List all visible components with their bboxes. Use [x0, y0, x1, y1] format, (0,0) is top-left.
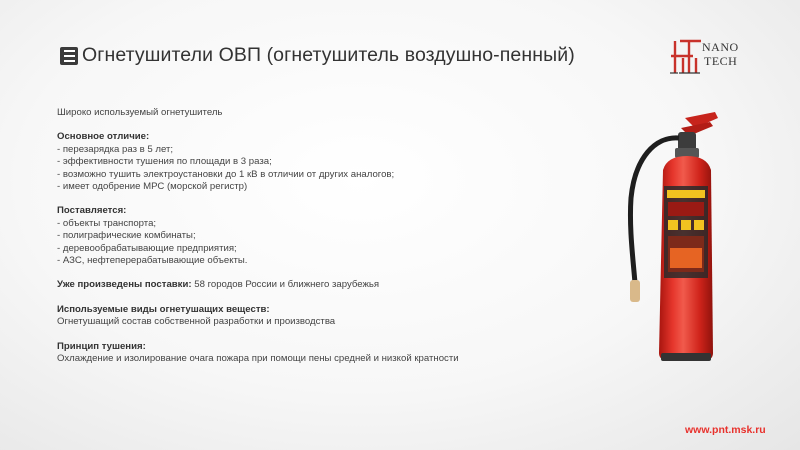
supplied-to-heading: Поставляется:	[57, 205, 127, 217]
deliveries-text: 58 городов России и ближнего зарубежья	[191, 279, 380, 291]
title-row	[60, 44, 575, 67]
list-item: - возможно тушить электроустановки до 1 кВ в отличии от других аналогов;	[57, 168, 395, 180]
principle-text: Охлаждение и изолирование очага пожара при помощи пены средней и низкой кратности	[57, 353, 459, 365]
list-item: - полиграфические комбинаты;	[57, 230, 196, 242]
main-difference-heading: Основное отличие:	[57, 131, 150, 143]
fire-extinguisher-image	[615, 108, 725, 366]
list-item: - объекты транспорта;	[57, 217, 157, 229]
slide-title: Огнетушители ОВП (огнетушитель воздушно-пенный)	[82, 44, 575, 66]
slide-content	[57, 107, 577, 366]
agents-text: Огнетушащий состав собственной разработки и производства	[57, 316, 336, 328]
deliveries-heading: Уже произведены поставки:	[57, 279, 192, 291]
logo-text-tech: TECH	[704, 54, 738, 68]
logo-text-nano: NANO	[702, 40, 739, 54]
list-item: - имеет одобрение МРС (морской регистр)	[57, 181, 248, 193]
intro-text: Широко используемый огнетушитель	[57, 107, 223, 118]
logo-mark-icon	[671, 41, 701, 73]
principle-heading: Принцип тушения:	[57, 340, 146, 352]
list-item: - перезарядка раз в 5 лет;	[57, 143, 174, 155]
list-item: - деревообрабатывающие предприятия;	[57, 242, 237, 254]
agents-heading: Используемые виды огнетушащих веществ:	[57, 303, 270, 315]
deliveries-line	[57, 279, 577, 291]
list-item: - АЗС, нефтеперерабатывающие объекты.	[57, 255, 248, 267]
list-item: - эффективности тушения по площади в 3 раза;	[57, 156, 272, 168]
website-link[interactable]: www.pnt.msk.ru	[685, 424, 766, 436]
menu-icon	[60, 47, 78, 65]
